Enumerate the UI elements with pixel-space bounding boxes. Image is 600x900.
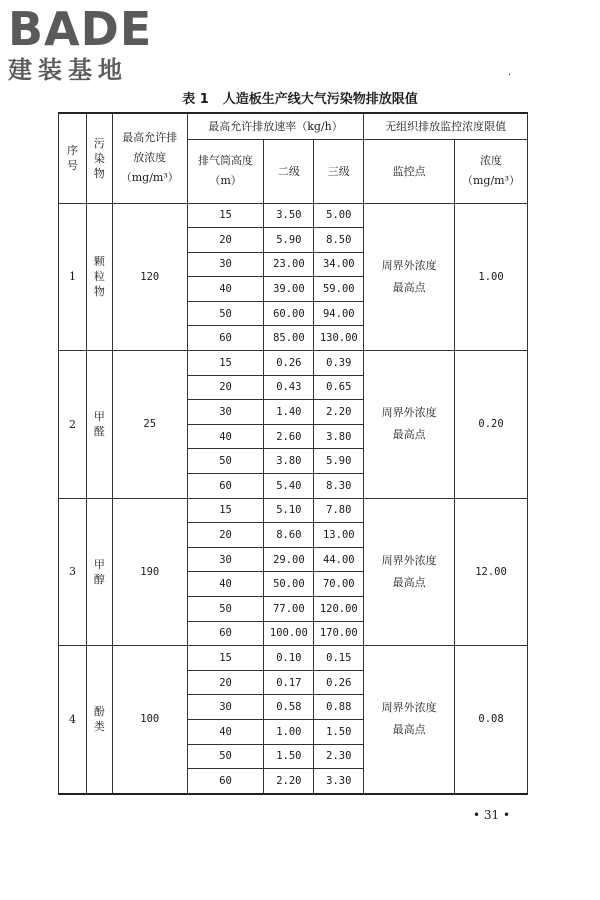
cell-stack-height: 60 (187, 621, 264, 646)
cell-level3: 3.30 (314, 769, 364, 794)
cell-monitor-point: 周界外浓度最高点 (364, 498, 455, 646)
decorative-dot: · (508, 70, 512, 81)
cell-level2: 0.43 (264, 375, 314, 400)
cell-pollutant: 甲醇 (86, 498, 112, 646)
cell-level2: 1.50 (264, 744, 314, 769)
table-row (59, 203, 528, 228)
cell-stack-height: 50 (187, 744, 264, 769)
cell-level3: 13.00 (314, 523, 364, 548)
header-level3: 三级 (314, 139, 364, 203)
cell-monitor-point: 周界外浓度最高点 (364, 203, 455, 351)
cell-stack-height: 40 (187, 572, 264, 597)
cell-level3: 130.00 (314, 326, 364, 351)
header-pollutant: 污染物 (86, 113, 112, 203)
cell-stack-height: 15 (187, 498, 264, 523)
header-stack-height: 排气筒高度 （m） (187, 139, 264, 203)
logo-subtitle: 建装基地 (8, 56, 128, 84)
cell-level2: 39.00 (264, 277, 314, 302)
cell-level2: 3.50 (264, 203, 314, 228)
cell-level2: 77.00 (264, 597, 314, 622)
cell-level2: 100.00 (264, 621, 314, 646)
cell-max-conc: 25 (112, 351, 187, 499)
cell-level2: 1.00 (264, 719, 314, 744)
emission-limits-table (58, 112, 528, 795)
cell-stack-height: 40 (187, 719, 264, 744)
cell-level3: 8.30 (314, 474, 364, 499)
cell-level3: 94.00 (314, 301, 364, 326)
header-monitor-point: 监控点 (364, 139, 455, 203)
cell-stack-height: 20 (187, 670, 264, 695)
cell-level2: 3.80 (264, 449, 314, 474)
cell-seq: 3 (59, 498, 87, 646)
cell-level3: 0.65 (314, 375, 364, 400)
cell-stack-height: 15 (187, 646, 264, 671)
cell-level3: 0.15 (314, 646, 364, 671)
cell-conc: 12.00 (455, 498, 528, 646)
cell-level2: 0.58 (264, 695, 314, 720)
table-caption (0, 88, 600, 107)
cell-stack-height: 40 (187, 424, 264, 449)
cell-level3: 8.50 (314, 228, 364, 253)
cell-level3: 2.30 (314, 744, 364, 769)
cell-level3: 59.00 (314, 277, 364, 302)
cell-stack-height: 15 (187, 351, 264, 376)
cell-stack-height: 20 (187, 375, 264, 400)
table-row (59, 498, 528, 523)
cell-conc: 1.00 (455, 203, 528, 351)
logo-brand: BADE (8, 2, 153, 56)
cell-level3: 0.88 (314, 695, 364, 720)
cell-level3: 1.50 (314, 719, 364, 744)
cell-pollutant: 酚类 (86, 646, 112, 794)
cell-level2: 8.60 (264, 523, 314, 548)
cell-level2: 5.10 (264, 498, 314, 523)
cell-level2: 5.40 (264, 474, 314, 499)
cell-seq: 2 (59, 351, 87, 499)
cell-stack-height: 30 (187, 547, 264, 572)
cell-level3: 0.26 (314, 670, 364, 695)
cell-max-conc: 190 (112, 498, 187, 646)
cell-level2: 1.40 (264, 400, 314, 425)
cell-level2: 23.00 (264, 252, 314, 277)
cell-level2: 5.90 (264, 228, 314, 253)
cell-stack-height: 50 (187, 301, 264, 326)
header-level2: 二级 (264, 139, 314, 203)
cell-seq: 1 (59, 203, 87, 351)
cell-stack-height: 20 (187, 228, 264, 253)
cell-level2: 2.60 (264, 424, 314, 449)
cell-level2: 29.00 (264, 547, 314, 572)
cell-level3: 0.39 (314, 351, 364, 376)
cell-pollutant: 甲醛 (86, 351, 112, 499)
header-rate-group: 最高允许排放速率（kg/h） (187, 113, 364, 139)
cell-stack-height: 60 (187, 326, 264, 351)
cell-stack-height: 15 (187, 203, 264, 228)
cell-level3: 70.00 (314, 572, 364, 597)
cell-stack-height: 40 (187, 277, 264, 302)
cell-level2: 2.20 (264, 769, 314, 794)
cell-monitor-point: 周界外浓度最高点 (364, 351, 455, 499)
cell-stack-height: 60 (187, 474, 264, 499)
header-conc: 浓度 （mg/m³） (455, 139, 528, 203)
cell-level2: 0.17 (264, 670, 314, 695)
cell-stack-height: 30 (187, 400, 264, 425)
cell-level3: 3.80 (314, 424, 364, 449)
table-row (59, 351, 528, 376)
cell-level2: 60.00 (264, 301, 314, 326)
cell-level2: 0.10 (264, 646, 314, 671)
cell-level3: 5.90 (314, 449, 364, 474)
table-number: 表 1 (182, 92, 209, 107)
header-max-conc: 最高允许排放浓度 （mg/m³） (112, 113, 187, 203)
table-row (59, 646, 528, 671)
cell-level3: 120.00 (314, 597, 364, 622)
cell-level3: 44.00 (314, 547, 364, 572)
cell-pollutant: 颗粒物 (86, 203, 112, 351)
cell-level3: 34.00 (314, 252, 364, 277)
cell-level2: 0.26 (264, 351, 314, 376)
cell-seq: 4 (59, 646, 87, 794)
header-unorg-group: 无组织排放监控浓度限值 (364, 113, 528, 139)
cell-stack-height: 30 (187, 252, 264, 277)
cell-level2: 85.00 (264, 326, 314, 351)
cell-monitor-point: 周界外浓度最高点 (364, 646, 455, 794)
cell-level3: 170.00 (314, 621, 364, 646)
cell-stack-height: 60 (187, 769, 264, 794)
cell-stack-height: 50 (187, 597, 264, 622)
header-seq: 序号 (59, 113, 87, 203)
page-number: • 31 • (473, 808, 511, 822)
cell-conc: 0.08 (455, 646, 528, 794)
cell-max-conc: 120 (112, 203, 187, 351)
cell-stack-height: 50 (187, 449, 264, 474)
cell-max-conc: 100 (112, 646, 187, 794)
table-title: 人造板生产线大气污染物排放限值 (222, 92, 418, 107)
cell-stack-height: 30 (187, 695, 264, 720)
cell-conc: 0.20 (455, 351, 528, 499)
cell-level3: 5.00 (314, 203, 364, 228)
cell-level2: 50.00 (264, 572, 314, 597)
cell-level3: 2.20 (314, 400, 364, 425)
cell-stack-height: 20 (187, 523, 264, 548)
cell-level3: 7.80 (314, 498, 364, 523)
logo (8, 4, 178, 84)
